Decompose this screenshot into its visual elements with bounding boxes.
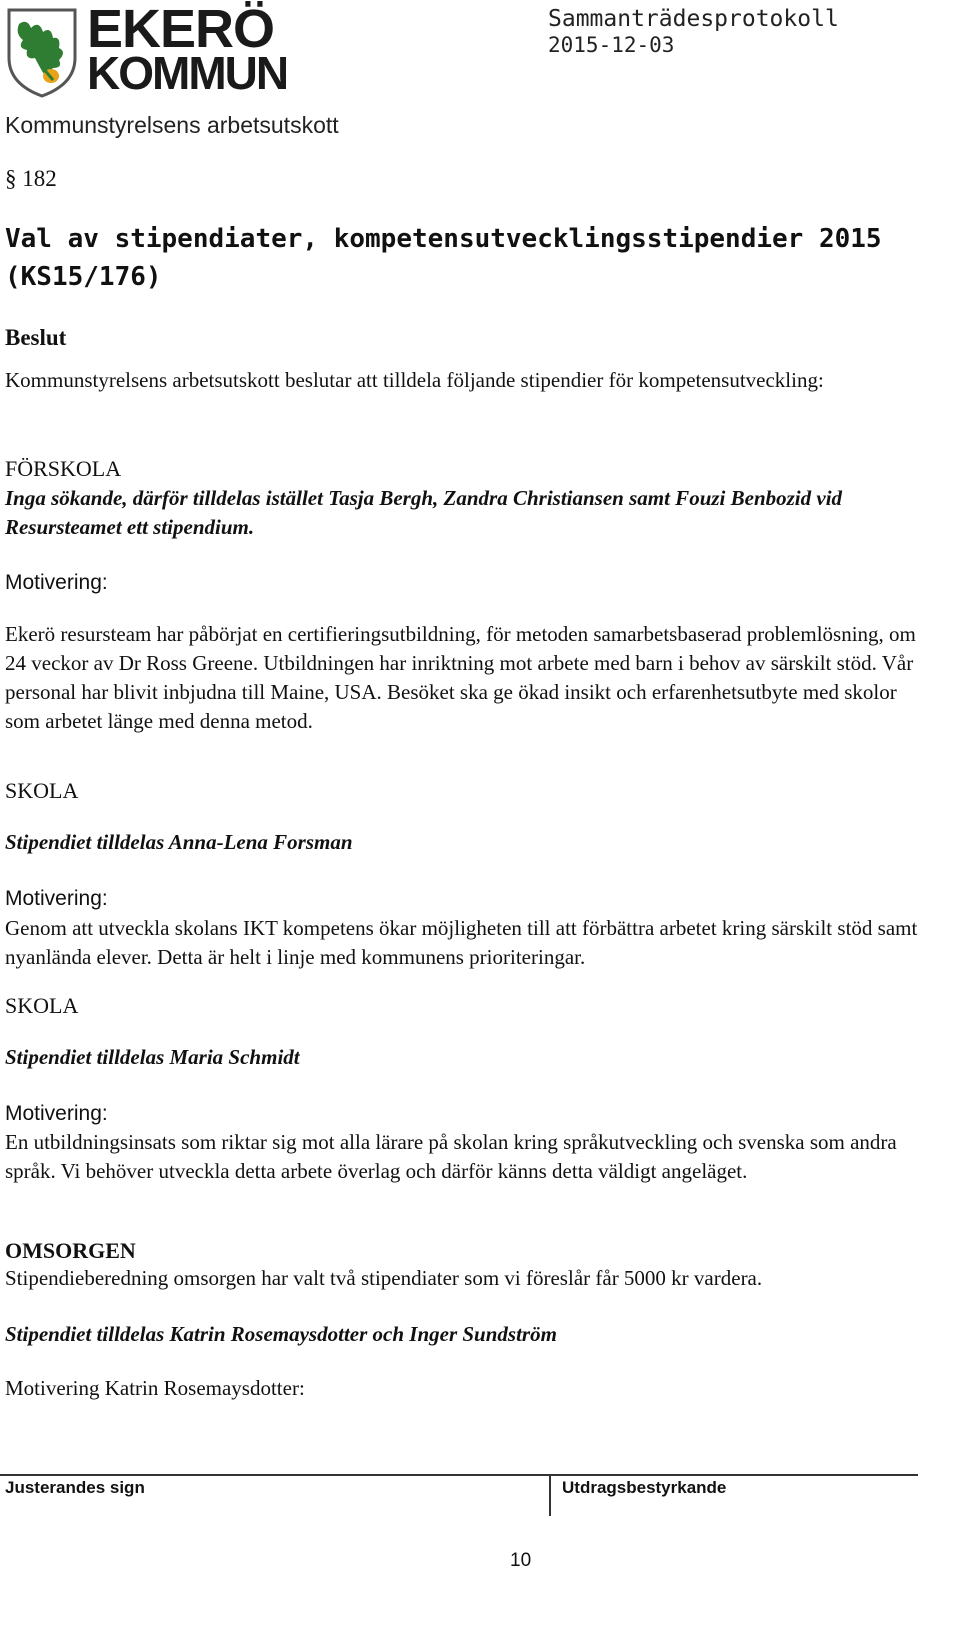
page-title: Val av stipendiater, kompetensutvecklingsstipendier 2015 (KS15/176): [5, 224, 882, 292]
forskola-decision: Inga sökande, därför tilldelas istället Tasja Bergh, Zandra Christiansen samt Fouzi Benbozid vid Resursteamet ett stipendium.: [5, 486, 843, 539]
paragraph-number: § 182: [5, 166, 57, 191]
omsorgen-text: Stipendieberedning omsorgen har valt två stipendiater som vi föreslår får 5000 kr vardera.: [5, 1266, 763, 1290]
logo-text-kommun: KOMMUN: [87, 47, 288, 99]
beslut-text: Kommunstyrelsens arbetsutskott beslutar att tilldela följande stipendier för kompetensutveckling:: [5, 368, 824, 392]
beslut-heading: Beslut: [5, 325, 67, 350]
skola1-motivering: Genom att utveckla skolans IKT kompetens ökar möjligheten till att förbättra arbetet kring särskilt stöd samt nyanlända elever. Detta är helt i linje med kommunens prioriteringar.: [5, 916, 918, 969]
omsorgen-motivering-label: Motivering Katrin Rosemaysdotter:: [5, 1376, 305, 1400]
oak-leaf-shield-icon: [5, 6, 79, 98]
skola1-decision: Stipendiet tilldelas Anna-Lena Forsman: [5, 830, 353, 854]
section-heading-omsorgen: OMSORGEN: [5, 1238, 136, 1263]
page-number: 10: [510, 1550, 532, 1571]
section-heading-skola: SKOLA: [5, 993, 79, 1018]
forskola-motivering-label: Motivering:: [5, 571, 108, 594]
ekero-kommun-logo: [5, 0, 288, 99]
skola2-motivering-label: Motivering:: [5, 1102, 108, 1125]
skola2-decision: Stipendiet tilldelas Maria Schmidt: [5, 1045, 300, 1069]
footer-utdragsbestyrkande: Utdragsbestyrkande: [562, 1478, 727, 1497]
document-date: 2015-12-03: [548, 33, 675, 57]
forskola-motivering: Ekerö resursteam har påbörjat en certifieringsutbildning, för metoden samarbetsbaserad problemlösning, om 24 veckor av Dr Ross Greene. Utbildningen har inriktning mot arbete med barn i behov av särskilt stöd. Vår personal har blivit inbjudna till Maine, USA. Besöket ska ge ökad insikt och erfarenhetsutbyte med skolor som arbetet länge med denna metod.: [5, 622, 916, 733]
section-heading-skola: SKOLA: [5, 778, 79, 803]
section-heading-forskola: FÖRSKOLA: [5, 456, 122, 481]
omsorgen-decision: Stipendiet tilldelas Katrin Rosemaysdotter och Inger Sundström: [5, 1322, 557, 1346]
footer-justerandes-sign: Justerandes sign: [5, 1478, 145, 1497]
footer-divider-line: [0, 1474, 918, 1476]
skola2-motivering: En utbildningsinsats som riktar sig mot alla lärare på skolan kring språkutveckling och svenska som andra språk. Vi behöver utveckla detta arbete överlag och därför känns detta väldigt angeläget.: [5, 1130, 897, 1183]
logo-text-ekero: EKERÖ: [87, 0, 275, 59]
footer-vertical-divider: [549, 1476, 551, 1516]
document-type: Sammanträdesprotokoll: [548, 6, 839, 32]
committee-name: Kommunstyrelsens arbetsutskott: [5, 112, 339, 138]
skola1-motivering-label: Motivering:: [5, 887, 108, 910]
